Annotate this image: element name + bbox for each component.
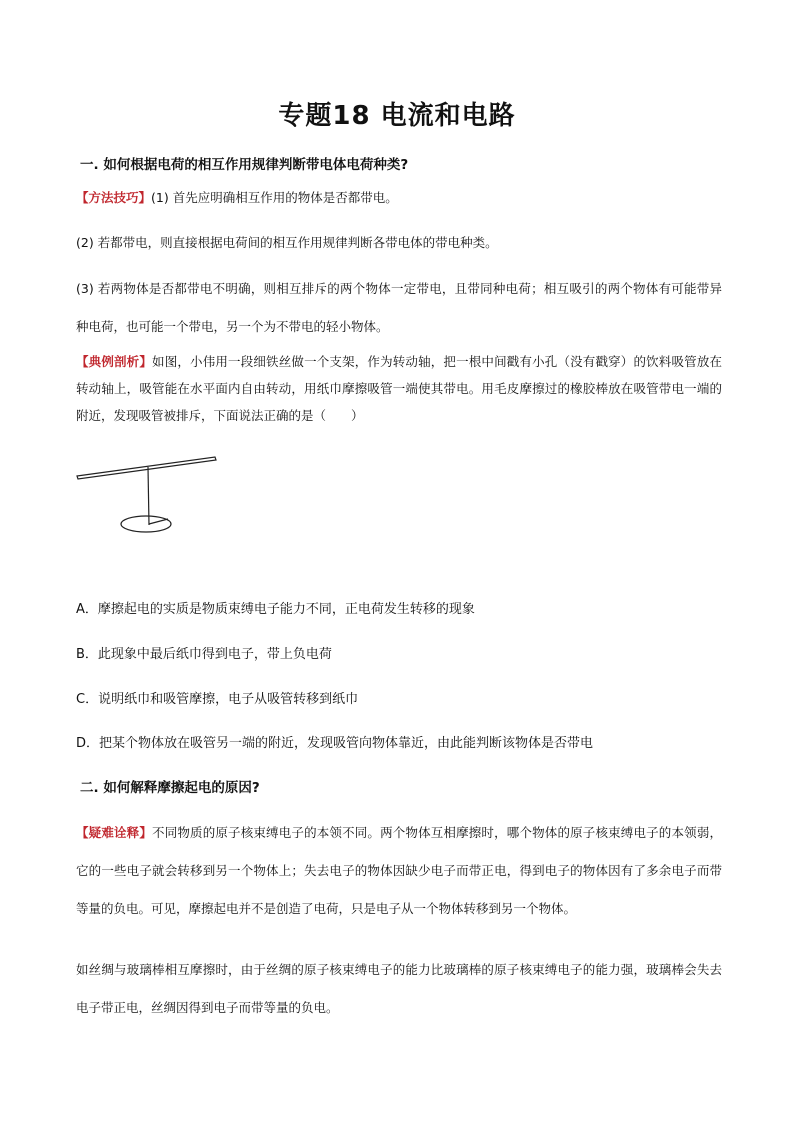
option-a[interactable]: A．摩擦起电的实质是物质束缚电子能力不同，正电荷发生转移的现象 [76, 602, 475, 617]
explain-tag: 【疑难诠释】 [76, 825, 153, 840]
straw-pivot-figure [70, 448, 230, 538]
option-d[interactable]: D．把某个物体放在吸管另一端的附近，发现吸管向物体靠近，由此能判断该物体是否带电 [76, 736, 594, 751]
straw [77, 457, 216, 479]
page-title: 专题18 电流和电路 [278, 101, 516, 131]
base-ring [121, 516, 171, 532]
example-2-paragraph: 如丝绸与玻璃棒相互摩擦时，由于丝绸的原子核束缚电子的能力比玻璃棒的原子核束缚电子的能力强，玻璃棒会失去电子带正电，丝绸因得到电子而带等量的负电。 [76, 962, 722, 1015]
example-tag: 【典例剖析】 [76, 354, 153, 369]
section-1-heading: 一. 如何根据电荷的相互作用规律判断带电体电荷种类? [80, 157, 409, 173]
method-line-3: (3) 若两物体是否都带电不明确，则相互排斥的两个物体一定带电，且带同种电荷；相互吸引的两个物体有可能带异种电荷，也可能一个带电，另一个为不带电的轻小物体。 [76, 281, 722, 334]
example-paragraph [76, 348, 722, 429]
method-line-1-text: (1) 首先应明确相互作用的物体是否都带电。 [151, 190, 398, 205]
explain-text: 不同物质的原子核束缚电子的本领不同。两个物体互相摩擦时，哪个物体的原子核束缚电子的本领弱，它的一些电子就会转移到另一个物体上；失去电子的物体因缺少电子而带正电，得到电子的物体因有了多余电子而带等量的负电。可见，摩擦起电并不是创造了电荷，只是电子从一个物体转移到另一个物体。 [76, 825, 722, 916]
method-line-1 [76, 188, 398, 208]
option-c[interactable]: C．说明纸巾和吸管摩擦，电子从吸管转移到纸巾 [76, 692, 359, 707]
method-line-2: (2) 若都带电，则直接根据电荷间的相互作用规律判断各带电体的带电种类。 [76, 235, 498, 250]
option-b[interactable]: B．此现象中最后纸巾得到电子，带上负电荷 [76, 647, 332, 662]
base-wire [149, 519, 168, 524]
example-text: 如图，小伟用一段细铁丝做一个支架，作为转动轴，把一根中间戳有小孔（没有戳穿）的饮料吸管放在转动轴上，吸管能在水平面内自由转动，用纸巾摩擦吸管一端使其带电。用毛皮摩擦过的橡胶棒放在吸管带电一端的附近，发现吸管被排斥，下面说法正确的是（ ） [76, 354, 722, 423]
section-2-heading: 二. 如何解释摩擦起电的原因? [80, 780, 260, 796]
explain-paragraph [76, 814, 722, 928]
method-tag: 【方法技巧】 [76, 190, 152, 205]
